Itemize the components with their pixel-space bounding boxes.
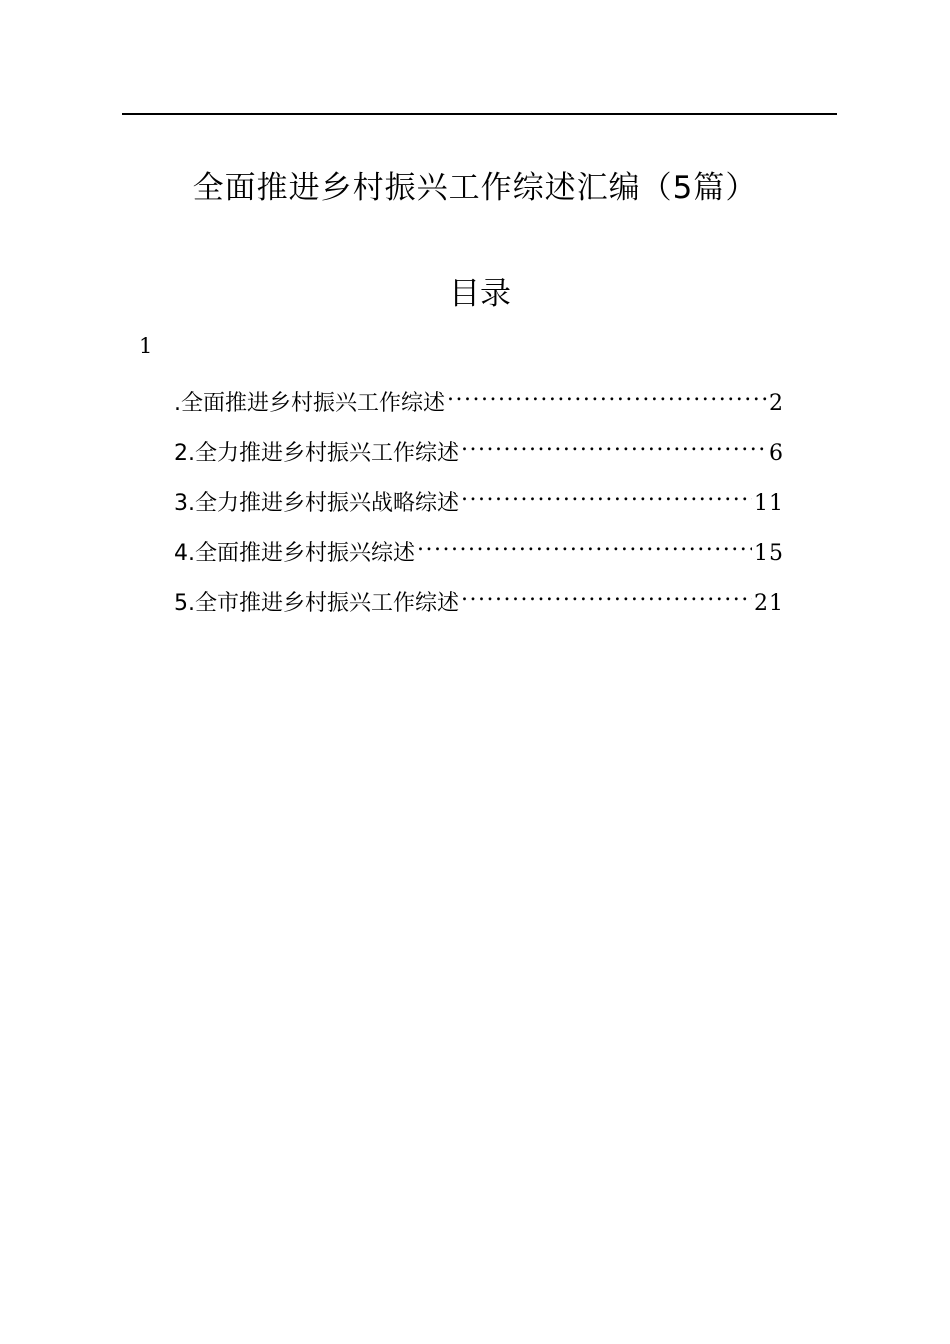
- list-number: 1: [139, 334, 153, 358]
- toc-entry-1[interactable]: [174, 378, 784, 428]
- toc-entry-label: 3.全力推进乡村振兴战略综述: [174, 491, 459, 516]
- toc-entry-2[interactable]: [174, 428, 784, 478]
- toc-entry-label: 4.全面推进乡村振兴综述: [174, 541, 415, 566]
- toc-heading: 目录: [449, 276, 511, 312]
- toc-page-number: 6: [769, 441, 784, 466]
- toc-dot-leader: [447, 378, 767, 410]
- toc-dot-leader: [461, 478, 752, 510]
- toc-entry-label: 2.全力推进乡村振兴工作综述: [174, 441, 459, 466]
- header-rule: [122, 113, 837, 115]
- document-title: 全面推进乡村振兴工作综述汇编（5篇）: [192, 170, 758, 206]
- toc-page-number: 21: [754, 591, 784, 616]
- toc-entry-label: 5.全市推进乡村振兴工作综述: [174, 591, 459, 616]
- toc-dot-leader: [417, 528, 752, 560]
- toc-dot-leader: [461, 578, 752, 610]
- toc-entry-3[interactable]: [174, 478, 784, 528]
- toc-dot-leader: [461, 428, 767, 460]
- toc-entry-label: .全面推进乡村振兴工作综述: [174, 391, 445, 416]
- toc-entry-5[interactable]: [174, 578, 784, 628]
- toc-page-number: 2: [769, 391, 784, 416]
- table-of-contents: [174, 378, 784, 628]
- toc-page-number: 15: [754, 541, 784, 566]
- toc-entry-4[interactable]: [174, 528, 784, 578]
- toc-page-number: 11: [754, 491, 784, 516]
